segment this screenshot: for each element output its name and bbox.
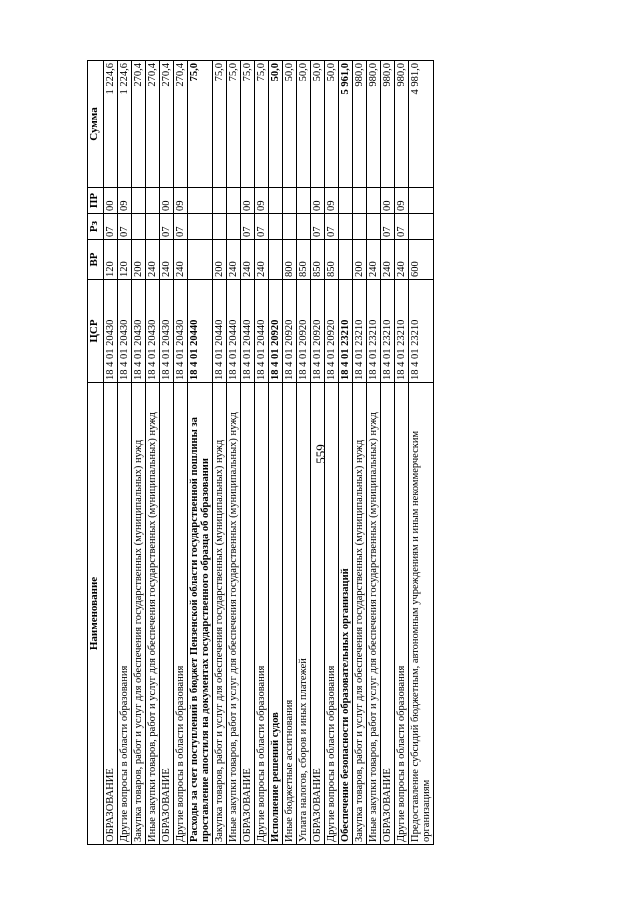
- cell-csr: 18 4 01 23210: [409, 280, 434, 383]
- table-row: [104, 61, 118, 845]
- cell-vr: 240: [241, 240, 255, 280]
- cell-pr: [283, 188, 297, 214]
- cell-name: Другие вопросы в области образования: [174, 383, 188, 845]
- cell-pr: 09: [325, 188, 339, 214]
- cell-sum: 75,0: [241, 61, 255, 188]
- cell-sum: 75,0: [255, 61, 269, 188]
- cell-csr: 18 4 01 23210: [339, 280, 353, 383]
- cell-sum: 270,4: [174, 61, 188, 188]
- cell-rz: [146, 214, 160, 240]
- cell-name: Предоставление субсидий бюджетным, автономным учреждениям и иным некоммерческим организациям: [409, 383, 434, 845]
- table-row: [227, 61, 241, 845]
- cell-csr: 18 4 01 20430: [160, 280, 174, 383]
- cell-rz: 07: [311, 214, 325, 240]
- cell-pr: 09: [255, 188, 269, 214]
- cell-name: Закупка товаров, работ и услуг для обеспечения государственных (муниципальных) нужд: [213, 383, 227, 845]
- table-row: [174, 61, 188, 845]
- cell-name: Иные закупки товаров, работ и услуг для обеспечения государственных (муниципальных) нужд: [146, 383, 160, 845]
- table-row: [339, 61, 353, 845]
- header-sum: Сумма: [88, 61, 104, 188]
- table-row: [213, 61, 227, 845]
- cell-vr: [188, 240, 213, 280]
- cell-csr: 18 4 01 20920: [325, 280, 339, 383]
- cell-sum: 4 981,0: [409, 61, 434, 188]
- cell-rz: 07: [160, 214, 174, 240]
- cell-vr: 240: [395, 240, 409, 280]
- cell-csr: 18 4 01 23210: [367, 280, 381, 383]
- table-row: [241, 61, 255, 845]
- cell-pr: 09: [118, 188, 132, 214]
- table-row: [311, 61, 325, 845]
- cell-pr: 09: [174, 188, 188, 214]
- cell-csr: 18 4 01 20430: [104, 280, 118, 383]
- cell-name: Уплата налогов, сборов и иных платежей: [297, 383, 311, 845]
- cell-rz: 07: [325, 214, 339, 240]
- cell-sum: 75,0: [188, 61, 213, 188]
- cell-vr: 200: [132, 240, 146, 280]
- cell-pr: 00: [104, 188, 118, 214]
- cell-sum: 270,4: [160, 61, 174, 188]
- cell-csr: 18 4 01 20920: [311, 280, 325, 383]
- cell-name: ОБРАЗОВАНИЕ: [160, 383, 174, 845]
- cell-name: Иные бюджетные ассигнования: [283, 383, 297, 845]
- budget-table: [87, 60, 434, 845]
- cell-name: Другие вопросы в области образования: [395, 383, 409, 845]
- table-row: [283, 61, 297, 845]
- rotated-page-content: [87, 61, 552, 845]
- cell-rz: [353, 214, 367, 240]
- cell-sum: 980,0: [353, 61, 367, 188]
- cell-vr: 850: [311, 240, 325, 280]
- table-row: [395, 61, 409, 845]
- table-row: [381, 61, 395, 845]
- cell-pr: [132, 188, 146, 214]
- cell-csr: 18 4 01 20430: [174, 280, 188, 383]
- cell-sum: 980,0: [381, 61, 395, 188]
- cell-csr: 18 4 01 20920: [297, 280, 311, 383]
- cell-sum: 75,0: [227, 61, 241, 188]
- table-body: [104, 61, 434, 845]
- cell-pr: 00: [241, 188, 255, 214]
- cell-vr: 850: [325, 240, 339, 280]
- cell-sum: 50,0: [283, 61, 297, 188]
- cell-rz: 07: [104, 214, 118, 240]
- cell-name: Другие вопросы в области образования: [325, 383, 339, 845]
- cell-vr: 240: [255, 240, 269, 280]
- table-row: [118, 61, 132, 845]
- cell-name: ОБРАЗОВАНИЕ: [311, 383, 325, 845]
- header-name: Наименование: [88, 383, 104, 845]
- cell-vr: 240: [146, 240, 160, 280]
- cell-rz: 07: [241, 214, 255, 240]
- header-row: [88, 61, 104, 845]
- cell-pr: [353, 188, 367, 214]
- table-row: [255, 61, 269, 845]
- cell-name: ОБРАЗОВАНИЕ: [381, 383, 395, 845]
- table-row: [269, 61, 283, 845]
- cell-rz: 07: [395, 214, 409, 240]
- cell-vr: 200: [353, 240, 367, 280]
- cell-rz: [188, 214, 213, 240]
- cell-name: Исполнение решений судов: [269, 383, 283, 845]
- cell-rz: 07: [118, 214, 132, 240]
- cell-vr: [269, 240, 283, 280]
- table-row: [188, 61, 213, 845]
- cell-name: ОБРАЗОВАНИЕ: [104, 383, 118, 845]
- cell-csr: 18 4 01 23210: [353, 280, 367, 383]
- cell-rz: 07: [255, 214, 269, 240]
- cell-vr: 120: [104, 240, 118, 280]
- cell-sum: 1 224,6: [104, 61, 118, 188]
- cell-sum: 980,0: [367, 61, 381, 188]
- cell-rz: [339, 214, 353, 240]
- cell-pr: [297, 188, 311, 214]
- cell-rz: [409, 214, 434, 240]
- cell-rz: [213, 214, 227, 240]
- cell-sum: 50,0: [269, 61, 283, 188]
- cell-rz: [269, 214, 283, 240]
- table-row: [146, 61, 160, 845]
- cell-sum: 270,4: [132, 61, 146, 188]
- cell-rz: [227, 214, 241, 240]
- cell-rz: [297, 214, 311, 240]
- header-csr: ЦСР: [88, 280, 104, 383]
- cell-pr: [188, 188, 213, 214]
- cell-rz: [283, 214, 297, 240]
- cell-pr: 00: [311, 188, 325, 214]
- cell-name: Другие вопросы в области образования: [118, 383, 132, 845]
- cell-pr: 00: [381, 188, 395, 214]
- cell-sum: 50,0: [325, 61, 339, 188]
- cell-pr: [409, 188, 434, 214]
- cell-rz: [367, 214, 381, 240]
- cell-vr: 800: [283, 240, 297, 280]
- cell-csr: 18 4 01 20430: [146, 280, 160, 383]
- cell-csr: 18 4 01 23210: [381, 280, 395, 383]
- cell-name: Другие вопросы в области образования: [255, 383, 269, 845]
- cell-sum: 50,0: [311, 61, 325, 188]
- cell-pr: [269, 188, 283, 214]
- cell-name: Закупка товаров, работ и услуг для обеспечения государственных (муниципальных) нужд: [353, 383, 367, 845]
- cell-vr: [339, 240, 353, 280]
- table-row: [132, 61, 146, 845]
- cell-vr: 240: [160, 240, 174, 280]
- cell-vr: 850: [297, 240, 311, 280]
- cell-pr: 00: [160, 188, 174, 214]
- table-row: [325, 61, 339, 845]
- cell-csr: 18 4 01 20920: [269, 280, 283, 383]
- cell-name: Обеспечение безопасности образовательных организаций: [339, 383, 353, 845]
- cell-csr: 18 4 01 20440: [213, 280, 227, 383]
- cell-sum: 50,0: [297, 61, 311, 188]
- cell-pr: [146, 188, 160, 214]
- table-row: [297, 61, 311, 845]
- cell-rz: 07: [381, 214, 395, 240]
- cell-pr: [227, 188, 241, 214]
- cell-sum: 5 961,0: [339, 61, 353, 188]
- header-rz: Рз: [88, 214, 104, 240]
- cell-vr: 240: [367, 240, 381, 280]
- cell-csr: 18 4 01 20440: [188, 280, 213, 383]
- cell-name: Расходы за счет поступлений в бюджет Пензенской области государственной пошлины за проставление апостиля на документах государственного образца об образовании: [188, 383, 213, 845]
- cell-vr: 600: [409, 240, 434, 280]
- table-row: [409, 61, 434, 845]
- table-row: [160, 61, 174, 845]
- cell-pr: 09: [395, 188, 409, 214]
- cell-name: Иные закупки товаров, работ и услуг для обеспечения государственных (муниципальных) нужд: [367, 383, 381, 845]
- cell-name: Закупка товаров, работ и услуг для обеспечения государственных (муниципальных) нужд: [132, 383, 146, 845]
- table-row: [353, 61, 367, 845]
- cell-csr: 18 4 01 20440: [227, 280, 241, 383]
- cell-pr: [367, 188, 381, 214]
- cell-csr: 18 4 01 20440: [241, 280, 255, 383]
- header-pr: ПР: [88, 188, 104, 214]
- cell-rz: 07: [174, 214, 188, 240]
- cell-vr: 200: [213, 240, 227, 280]
- cell-sum: 1 224,6: [118, 61, 132, 188]
- cell-csr: 18 4 01 23210: [395, 280, 409, 383]
- header-vr: ВР: [88, 240, 104, 280]
- cell-vr: 120: [118, 240, 132, 280]
- cell-csr: 18 4 01 20920: [283, 280, 297, 383]
- page-number: 559: [312, 444, 328, 464]
- cell-vr: 240: [381, 240, 395, 280]
- cell-csr: 18 4 01 20430: [118, 280, 132, 383]
- cell-name: ОБРАЗОВАНИЕ: [241, 383, 255, 845]
- cell-sum: 270,4: [146, 61, 160, 188]
- cell-rz: [132, 214, 146, 240]
- table-row: [367, 61, 381, 845]
- cell-csr: 18 4 01 20430: [132, 280, 146, 383]
- cell-csr: 18 4 01 20440: [255, 280, 269, 383]
- cell-name: Иные закупки товаров, работ и услуг для обеспечения государственных (муниципальных) нужд: [227, 383, 241, 845]
- cell-sum: 75,0: [213, 61, 227, 188]
- cell-vr: 240: [227, 240, 241, 280]
- cell-pr: [339, 188, 353, 214]
- cell-pr: [213, 188, 227, 214]
- cell-vr: 240: [174, 240, 188, 280]
- cell-sum: 980,0: [395, 61, 409, 188]
